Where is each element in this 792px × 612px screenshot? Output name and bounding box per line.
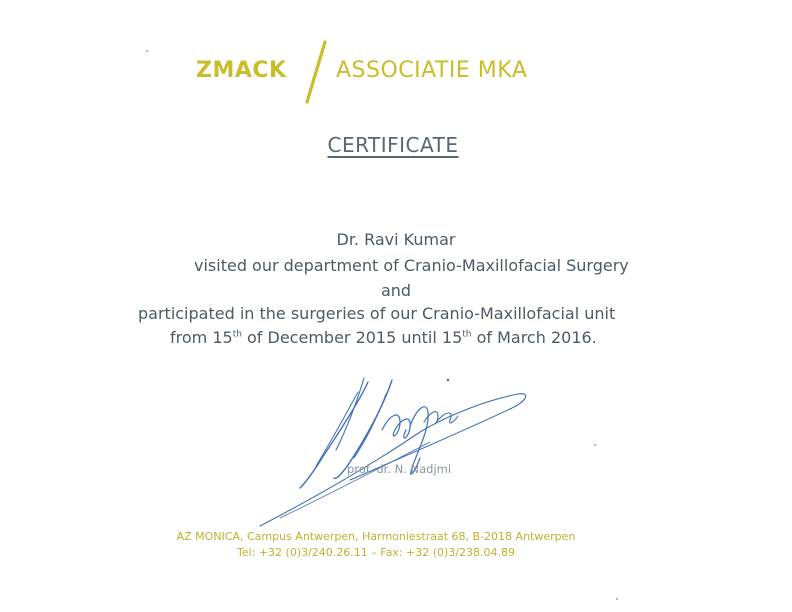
logo-associatie-text: ASSOCIATIE MKA [336,58,528,83]
visit-statement: visited our department of Cranio-Maxillofacial Surgery [194,256,629,275]
scan-speck [146,50,148,52]
handwritten-signature [250,370,550,535]
scan-speck [616,598,618,600]
footer-contact: Tel: +32 (0)3/240.26.11 – Fax: +32 (0)3/238.04.89 [236,546,516,559]
date-range-statement: from 15th of December 2015 until 15th of March 2016. [170,328,597,347]
conjunction-and: and [380,281,412,300]
certificate-title: CERTIFICATE [327,133,459,157]
logo-zmack-text: ZMACK [196,58,287,83]
participation-statement: participated in the surgeries of our Cranio-Maxillofacial unit [138,304,616,323]
zmack-logo [0,40,792,104]
recipient-name: Dr. Ravi Kumar [336,230,456,249]
signatory-name: prof. dr. N. Nadjmi [347,462,452,476]
logo-slash-icon [301,40,331,104]
footer-address: AZ MONICA, Campus Antwerpen, Harmoniestraat 68, B-2018 Antwerpen [176,530,576,543]
scan-speck [594,444,596,446]
